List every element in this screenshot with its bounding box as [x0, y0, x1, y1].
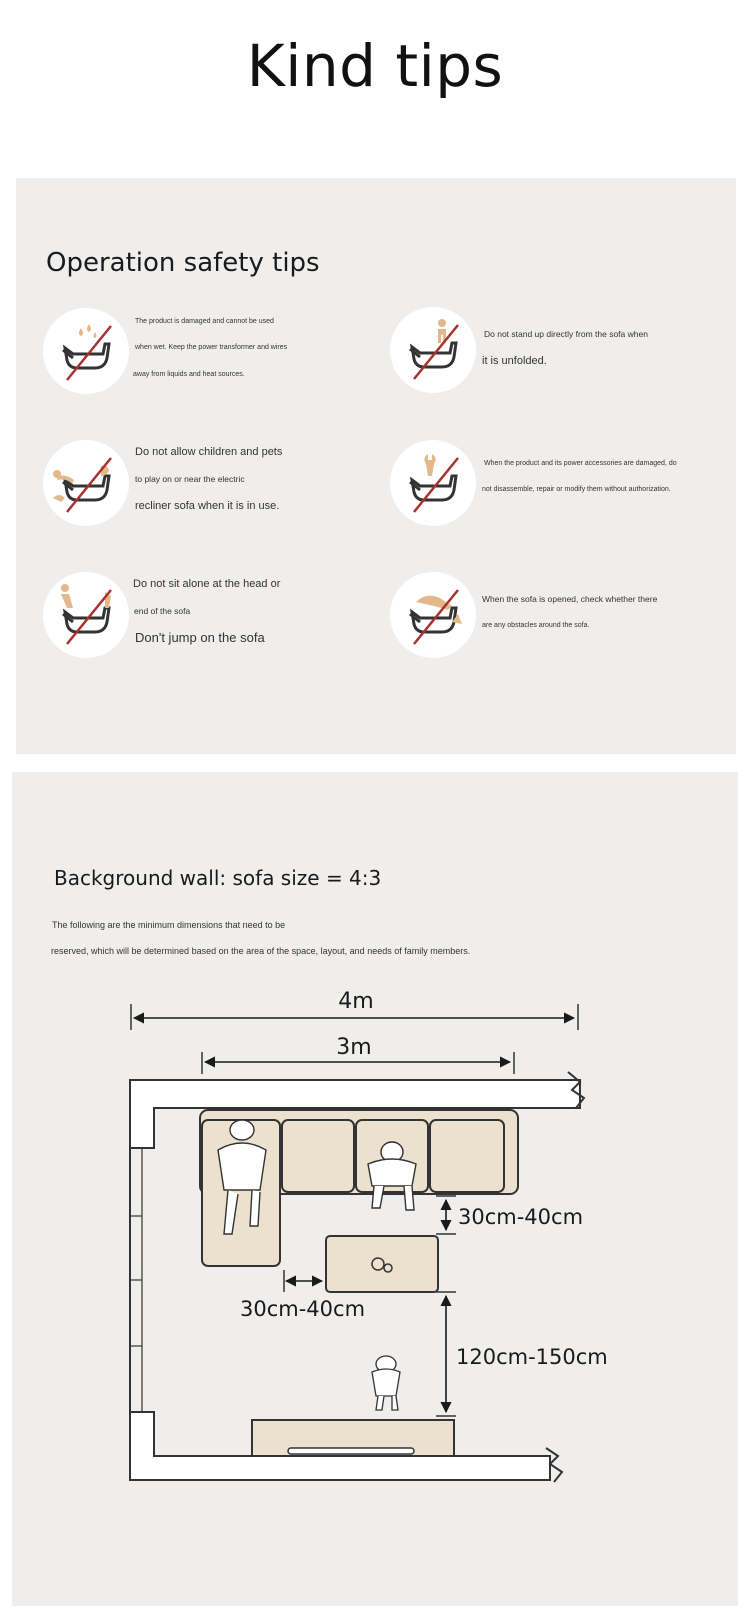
child-icon	[372, 1356, 400, 1410]
tv-screen	[288, 1448, 414, 1454]
tip-line: Don't jump on the sofa	[135, 630, 265, 645]
table-to-tv-label: 120cm-150cm	[456, 1345, 608, 1369]
sofa-cushion	[430, 1120, 504, 1192]
coffee-table	[326, 1236, 438, 1292]
tip-line: away from liquids and heat sources.	[133, 371, 245, 378]
tip-line: The product is damaged and cannot be used	[135, 318, 274, 325]
page-title: Kind tips	[246, 32, 504, 100]
safety-tips-title: Operation safety tips	[46, 248, 320, 278]
children-pets-forbidden-icon	[43, 440, 129, 526]
stand-on-sofa-forbidden-icon	[390, 307, 476, 393]
obstacle-check-forbidden-icon	[390, 572, 476, 658]
sofa-to-table-label: 30cm-40cm	[458, 1205, 584, 1229]
tip-line: it is unfolded.	[482, 355, 547, 367]
sit-on-head-forbidden-icon	[43, 572, 129, 658]
tip-line: recliner sofa when it is in use.	[135, 500, 280, 512]
side-gap-label: 30cm-40cm	[240, 1297, 366, 1321]
wrench-forbidden-icon	[390, 440, 476, 526]
sofa-chaise	[202, 1120, 280, 1266]
tip-line: Do not allow children and pets	[135, 446, 283, 458]
tip-line: Do not sit alone at the head or	[133, 578, 281, 590]
room-layout-diagram	[12, 772, 738, 1606]
tip-line: are any obstacles around the sofa.	[482, 622, 590, 629]
tip-line: when wet. Keep the power transformer and wires	[135, 344, 288, 351]
sofa-width-label: 3m	[336, 1035, 372, 1060]
sofa-size-panel	[12, 772, 738, 1606]
size-description-line: reserved, which will be determined based on the area of the space, layout, and needs of family members.	[51, 946, 471, 956]
tip-line: Do not stand up directly from the sofa when	[484, 329, 648, 339]
size-description-line: The following are the minimum dimensions that need to be	[52, 920, 286, 930]
water-drops-forbidden-icon	[43, 308, 129, 394]
tip-line: not disassemble, repair or modify them without authorization.	[482, 486, 671, 493]
tip-line: to play on or near the electric	[135, 474, 245, 484]
tip-line: When the sofa is opened, check whether there	[482, 594, 658, 604]
sofa-size-title: Background wall: sofa size = 4:3	[54, 866, 382, 890]
tip-line: end of the sofa	[134, 606, 191, 616]
safety-tips-panel	[16, 178, 736, 754]
wall-width-label: 4m	[338, 989, 374, 1014]
tip-line: When the product and its power accessories are damaged, do	[484, 460, 677, 467]
sofa-cushion	[282, 1120, 354, 1192]
